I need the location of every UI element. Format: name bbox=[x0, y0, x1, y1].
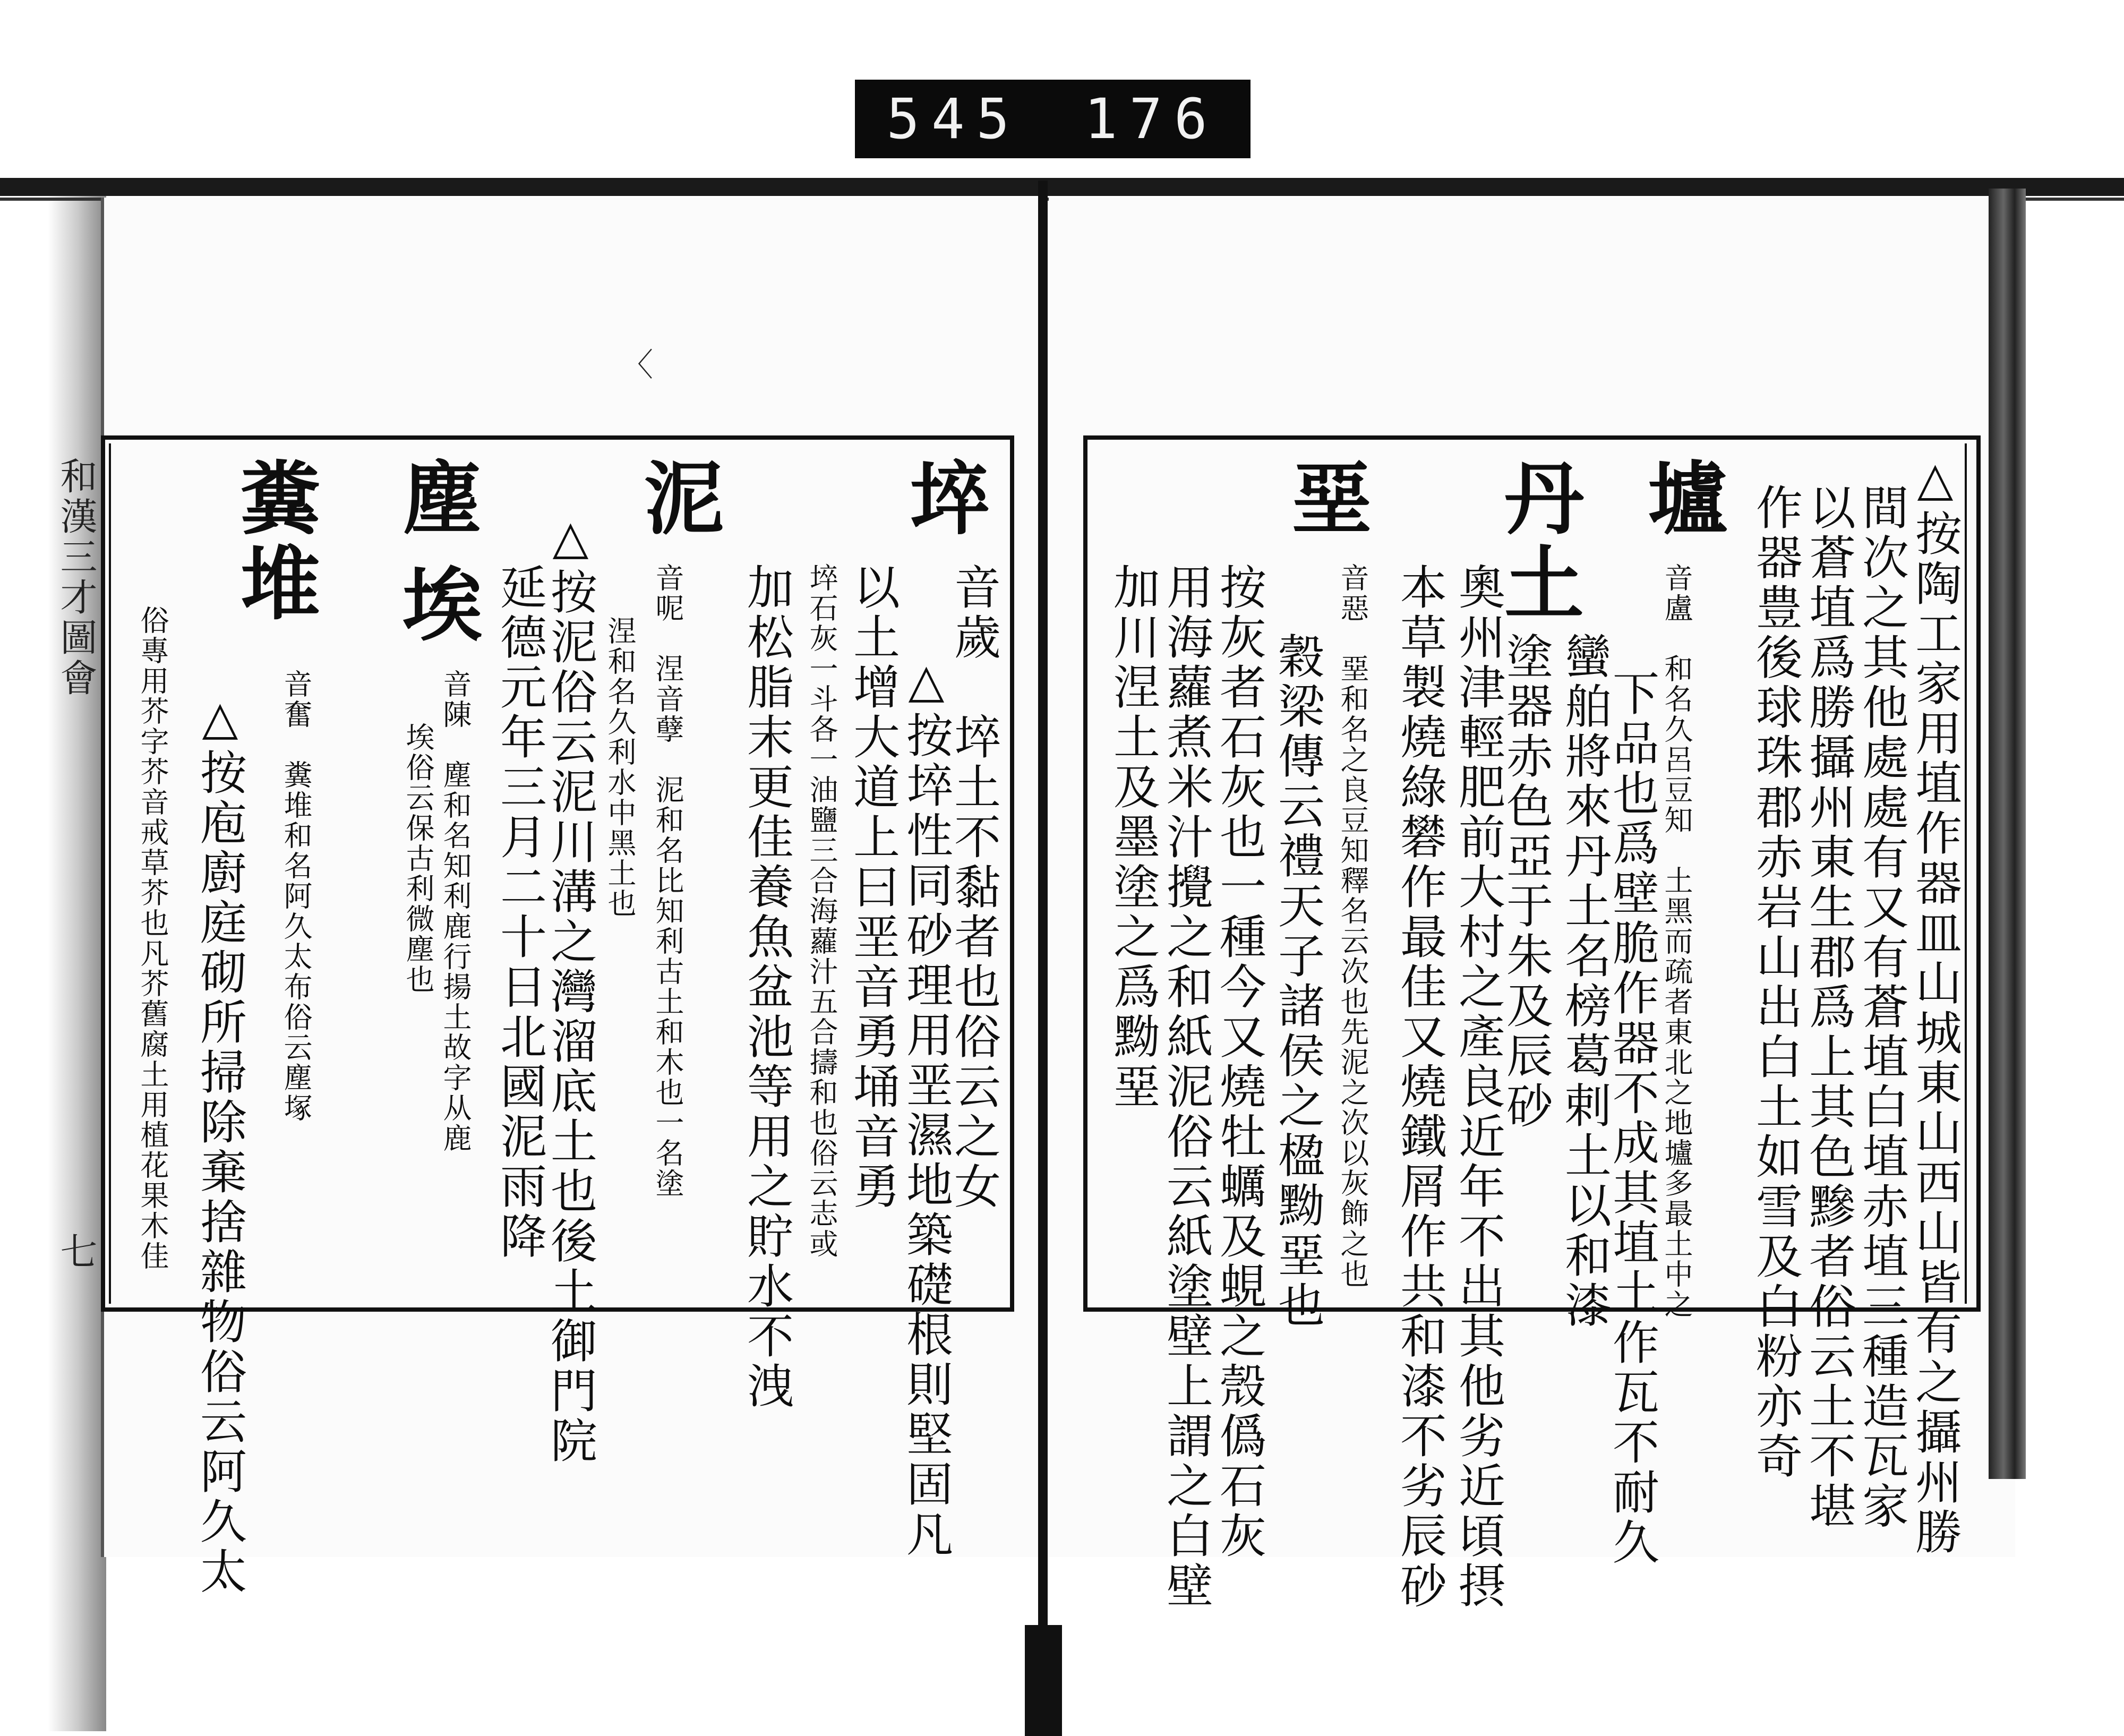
left-col-13: 音陳 塵和名知利鹿行揚土故字从鹿 bbox=[439, 669, 472, 1153]
right-col-11: 本草製燒綠礬作最佳又燒鐵屑作共和漆不劣辰砂 bbox=[1393, 563, 1448, 1611]
right-col-2: 以蒼埴爲勝攝州東生郡爲上其色黲者俗云土不堪 bbox=[1802, 483, 1856, 1532]
right-col-10: 奧州津輕肥前大村之產良近年不出其他劣近頃摂 bbox=[1451, 563, 1506, 1611]
left-inner-rule bbox=[109, 443, 111, 1304]
archive-label-left: 545 bbox=[886, 87, 1022, 151]
left-col-7: 音呢 涅音孽 泥和名比知利古土和木也一名塗 bbox=[651, 563, 684, 1199]
right-col-14: 穀梁傳云禮天子諸侯之楹黝堊也 bbox=[1271, 632, 1325, 1331]
left-col-19: 俗專用芥字芥音戒草芥也凡芥舊腐土用植花果木佳 bbox=[136, 605, 169, 1271]
side-page-number: 七 bbox=[54, 1232, 98, 1272]
spine-block bbox=[1025, 1625, 1062, 1736]
right-col-12: 堊 bbox=[1278, 457, 1372, 542]
left-page-edge bbox=[48, 191, 106, 1731]
left-col-8: 涅和名久利水中黑土也 bbox=[603, 616, 637, 919]
left-col-10: 延德元年三月二十日北國泥雨降 bbox=[493, 563, 547, 1262]
right-col-0: △按陶工家用埴作器皿山城東山西山皆有之攝州勝 bbox=[1908, 451, 1963, 1558]
left-col-4: 埣石灰一斗各一油鹽三合海蘿汁五合擣和也俗云志或 bbox=[805, 563, 838, 1259]
right-col-16: 用海蘿煮米汁攪之和紙泥俗云紙塗壁上謂之白壁 bbox=[1159, 563, 1214, 1611]
book-spine bbox=[1038, 181, 1048, 1736]
left-col-11: 塵 bbox=[389, 457, 482, 542]
left-col-5: 加松脂末更佳養魚盆池等用之貯水不洩 bbox=[740, 563, 794, 1412]
right-col-8: 蠻舶將來丹土名榜葛剌土以和漆 bbox=[1557, 632, 1612, 1331]
left-col-1: 音歲 埣土不黏者也俗云之女 bbox=[947, 563, 1001, 1212]
right-col-3: 作器豊後球珠郡赤岩山出白土如雪及白粉亦奇 bbox=[1749, 483, 1803, 1482]
right-col-1: 間次之其他處處有又有蒼埴白埴赤埴三種造瓦家 bbox=[1855, 483, 1909, 1532]
left-col-16: 堆 bbox=[227, 542, 320, 627]
right-col-15: 按灰者石灰也一種今又燒牡蠣及蜆之殼僞石灰 bbox=[1212, 563, 1267, 1561]
left-col-9: △按泥俗云泥川溝之灣溜底土也後土御門院 bbox=[543, 510, 598, 1466]
right-page-edge bbox=[1989, 189, 2026, 1479]
right-col-6: 下品也爲壁脆作器不成其埴土作瓦不耐久 bbox=[1605, 669, 1660, 1568]
left-col-14: 埃俗云保古利微塵也 bbox=[401, 722, 435, 995]
right-inner-rule bbox=[1965, 443, 1967, 1304]
header-mark: 〈 bbox=[621, 347, 653, 384]
archive-label bbox=[855, 80, 1251, 158]
left-col-12: 埃 bbox=[389, 563, 482, 648]
left-col-6: 泥 bbox=[630, 457, 724, 542]
right-col-13: 音惡 堊和名之良豆知釋名云次也先泥之次以灰飾之也 bbox=[1336, 563, 1369, 1289]
side-title: 和漢三才圖會 bbox=[54, 457, 98, 699]
left-col-0: 埣 bbox=[896, 457, 989, 542]
right-col-5: 音盧 和名久呂豆知 土黑而疏者東北之地壚多最土中之 bbox=[1660, 563, 1693, 1320]
right-col-4: 壚 bbox=[1634, 457, 1727, 542]
right-col-17: 加川涅土及墨塗之爲黝堊 bbox=[1106, 563, 1161, 1112]
left-col-15: 糞 bbox=[227, 457, 320, 542]
left-col-3: 以土增大道上曰垩音勇埇音勇 bbox=[846, 563, 901, 1212]
left-col-17: 音奮 糞堆和名阿久太布俗云塵塚 bbox=[279, 669, 313, 1123]
archive-label-right: 176 bbox=[1084, 87, 1219, 151]
left-col-2: △按埣性同砂理用垩濕地築礎根則堅固凡 bbox=[899, 653, 954, 1560]
top-binding-bar bbox=[0, 178, 2124, 196]
left-col-18: △按庖廚庭砌所掃除棄捨雜物俗云阿久太 bbox=[193, 690, 247, 1597]
right-col-7: 丹土 bbox=[1491, 457, 1584, 627]
right-col-9: 塗器赤色亞于朱及辰砂 bbox=[1499, 632, 1554, 1131]
